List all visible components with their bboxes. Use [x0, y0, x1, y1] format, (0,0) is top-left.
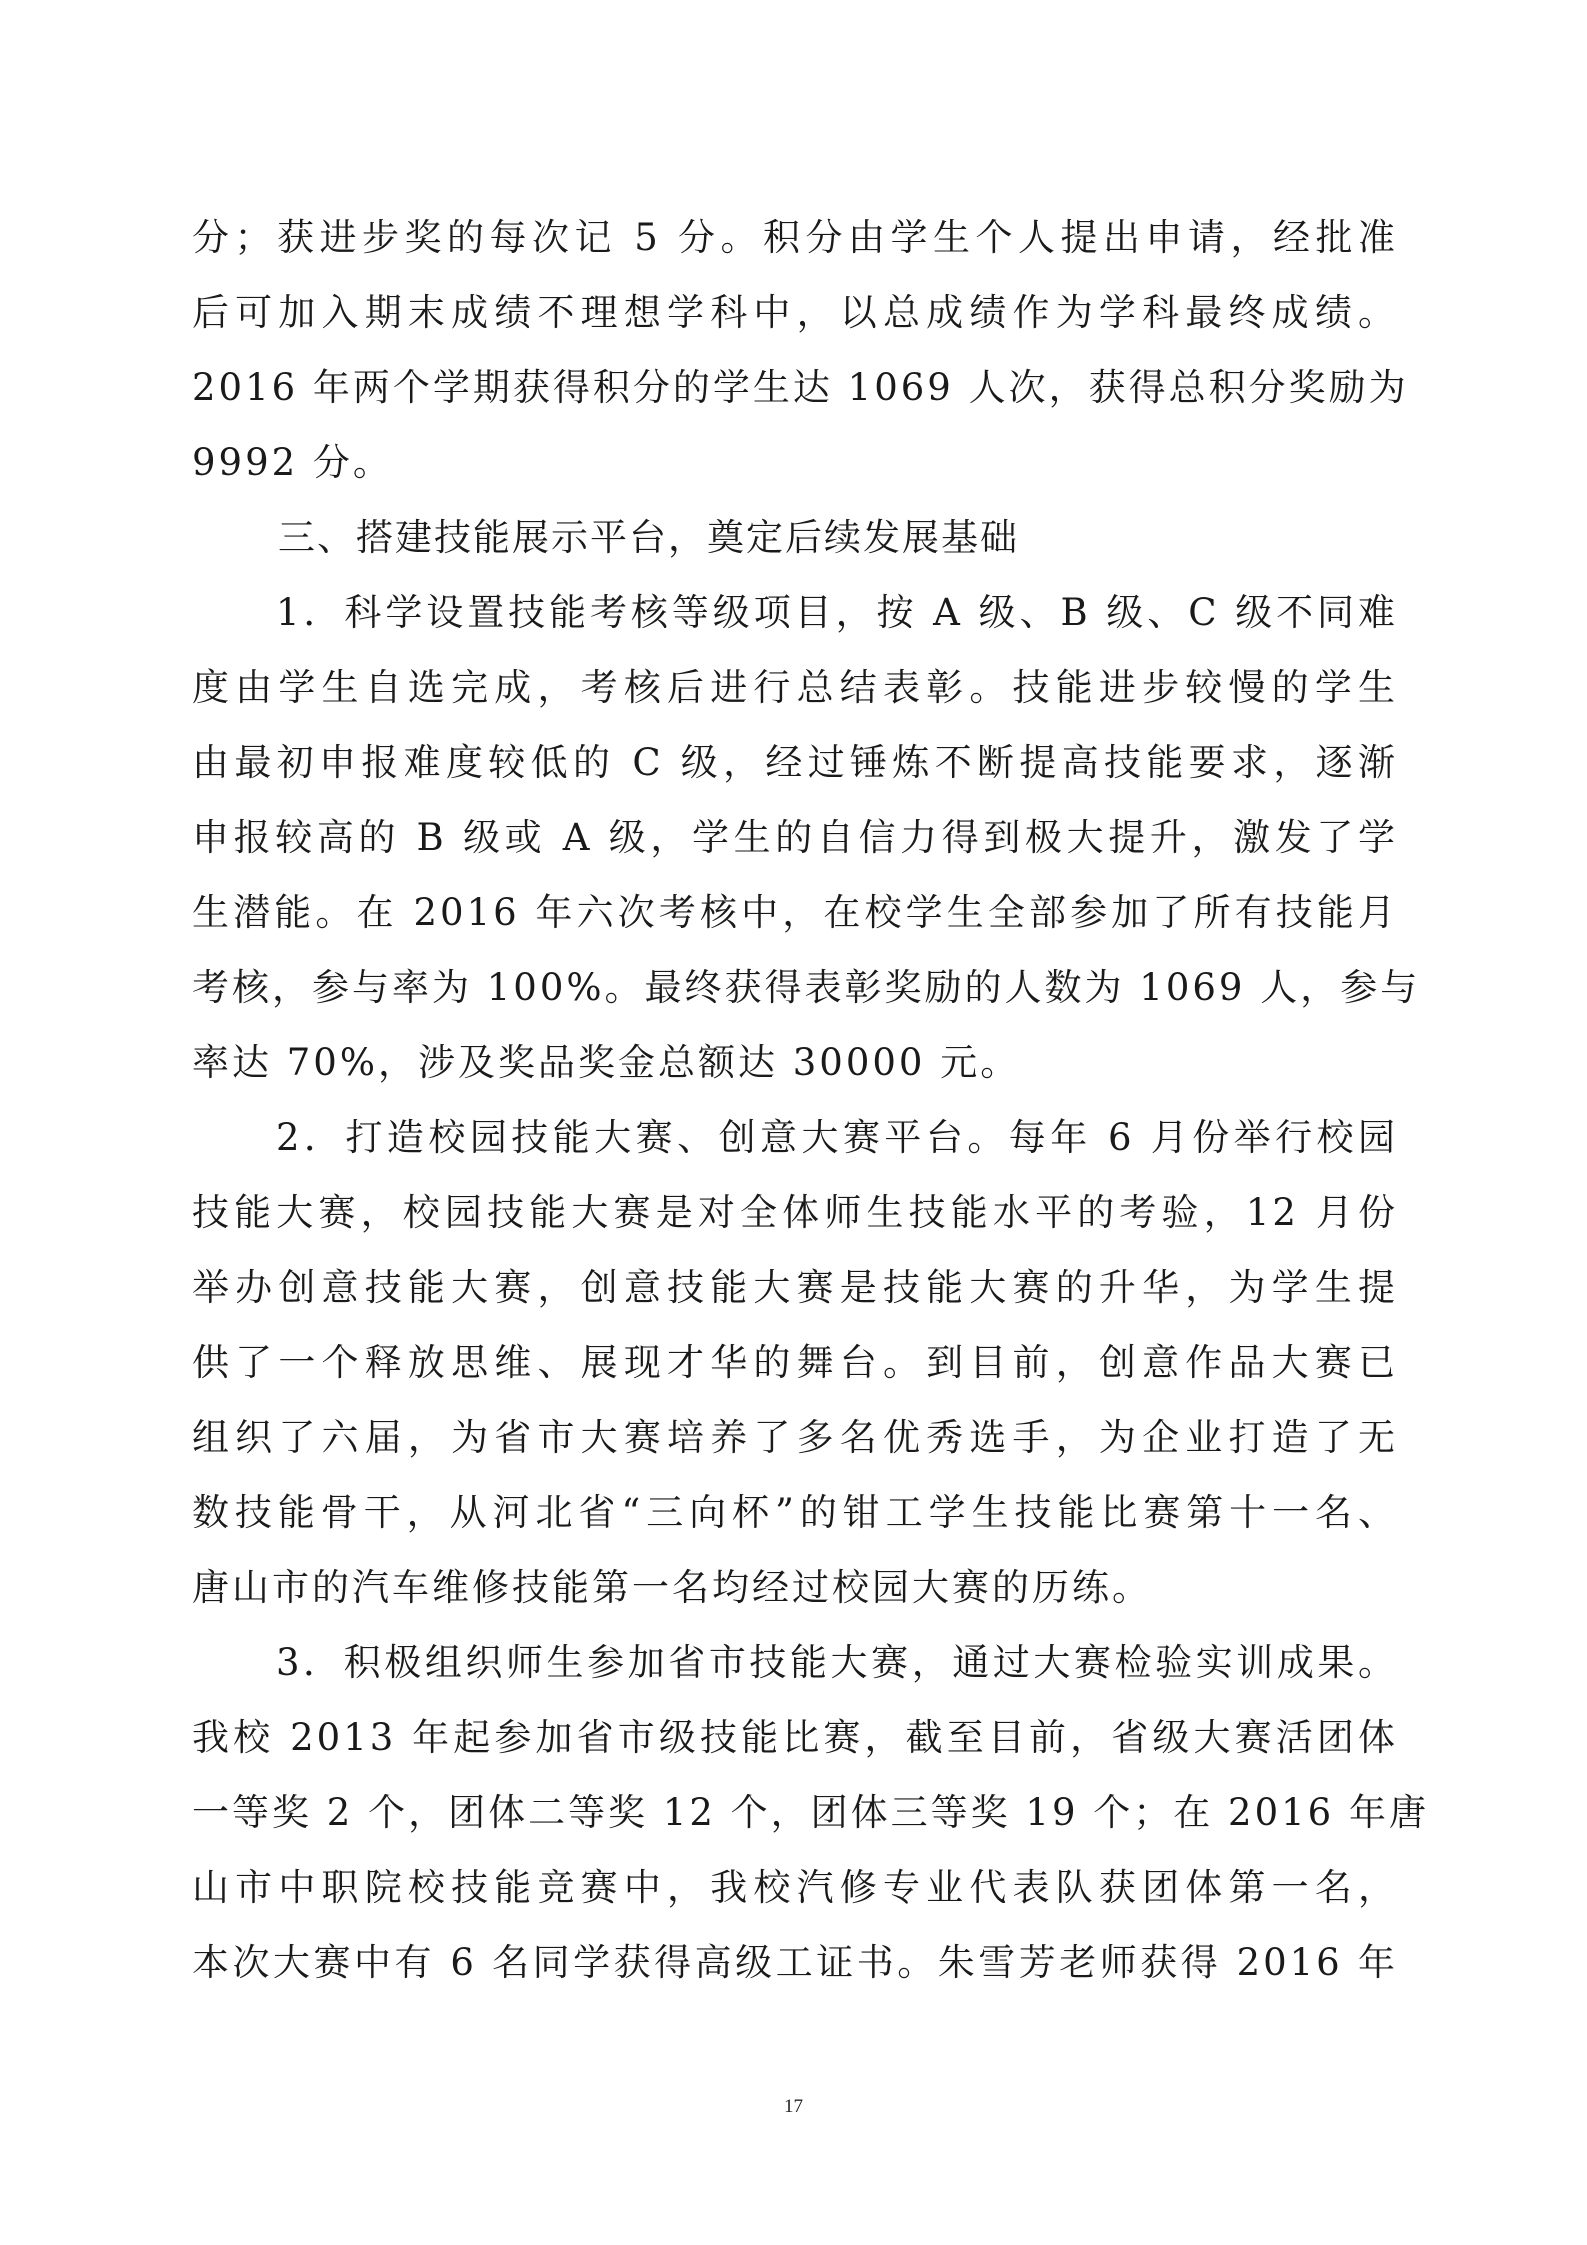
document-body — [192, 200, 1429, 2000]
text-line: 举办创意技能大赛，创意技能大赛是技能大赛的升华，为学生提 — [192, 1266, 1398, 1309]
text-line: 技能大赛，校园技能大赛是对全体师生技能水平的考验，12 月份 — [192, 1191, 1398, 1234]
text-line: 9992 分。 — [192, 441, 393, 484]
text-line: 率达 70%，涉及奖品奖金总额达 30000 元。 — [192, 1041, 1021, 1084]
text-line: 生潜能。在 2016 年六次考核中，在校学生全部参加了所有技能月 — [192, 891, 1398, 934]
text-line: 本次大赛中有 6 名同学获得高级工证书。朱雪芳老师获得 2016 年 — [192, 1941, 1398, 1984]
text-line: 1．科学设置技能考核等级项目，按 A 级、B 级、C 级不同难 — [276, 591, 1398, 634]
paragraph-2 — [192, 1100, 1398, 1625]
text-line: 后可加入期末成绩不理想学科中，以总成绩作为学科最终成绩。 — [192, 291, 1398, 334]
text-line: 申报较高的 B 级或 A 级，学生的自信力得到极大提升，激发了学 — [192, 816, 1398, 859]
text-line: 2016 年两个学期获得积分的学生达 1069 人次，获得总积分奖励为 — [192, 366, 1409, 409]
text-line: 数技能骨干，从河北省“三向杯”的钳工学生技能比赛第十一名、 — [192, 1491, 1398, 1534]
text-line: 唐山市的汽车维修技能第一名均经过校园大赛的历练。 — [192, 1566, 1152, 1609]
section-heading: 三、搭建技能展示平台，奠定后续发展基础 — [278, 516, 1019, 559]
text-line: 组织了六届，为省市大赛培养了多名优秀选手，为企业打造了无 — [192, 1416, 1398, 1459]
text-line: 由最初申报难度较低的 C 级，经过锤炼不断提高技能要求，逐渐 — [192, 741, 1398, 784]
text-line: 考核，参与率为 100%。最终获得表彰奖励的人数为 1069 人，参与 — [192, 966, 1421, 1009]
text-line: 供了一个释放思维、展现才华的舞台。到目前，创意作品大赛已 — [192, 1341, 1398, 1384]
page-number: 17 — [784, 2096, 803, 2117]
text-line: 3．积极组织师生参加省市技能大赛，通过大赛检验实训成果。 — [276, 1641, 1398, 1684]
continuation-paragraph — [192, 200, 1409, 500]
text-line: 山市中职院校技能竞赛中，我校汽修专业代表队获团体第一名， — [192, 1866, 1398, 1909]
paragraph-3 — [192, 1625, 1429, 2000]
text-line: 2．打造校园技能大赛、创意大赛平台。每年 6 月份举行校园 — [276, 1116, 1398, 1159]
text-line: 度由学生自选完成，考核后进行总结表彰。技能进步较慢的学生 — [192, 666, 1398, 709]
text-line: 一等奖 2 个，团体二等奖 12 个，团体三等奖 19 个；在 2016 年唐 — [192, 1791, 1429, 1834]
text-line: 我校 2013 年起参加省市级技能比赛，截至目前，省级大赛活团体 — [192, 1716, 1398, 1759]
paragraph-1 — [192, 575, 1421, 1100]
text-line: 分；获进步奖的每次记 5 分。积分由学生个人提出申请，经批准 — [192, 216, 1398, 259]
